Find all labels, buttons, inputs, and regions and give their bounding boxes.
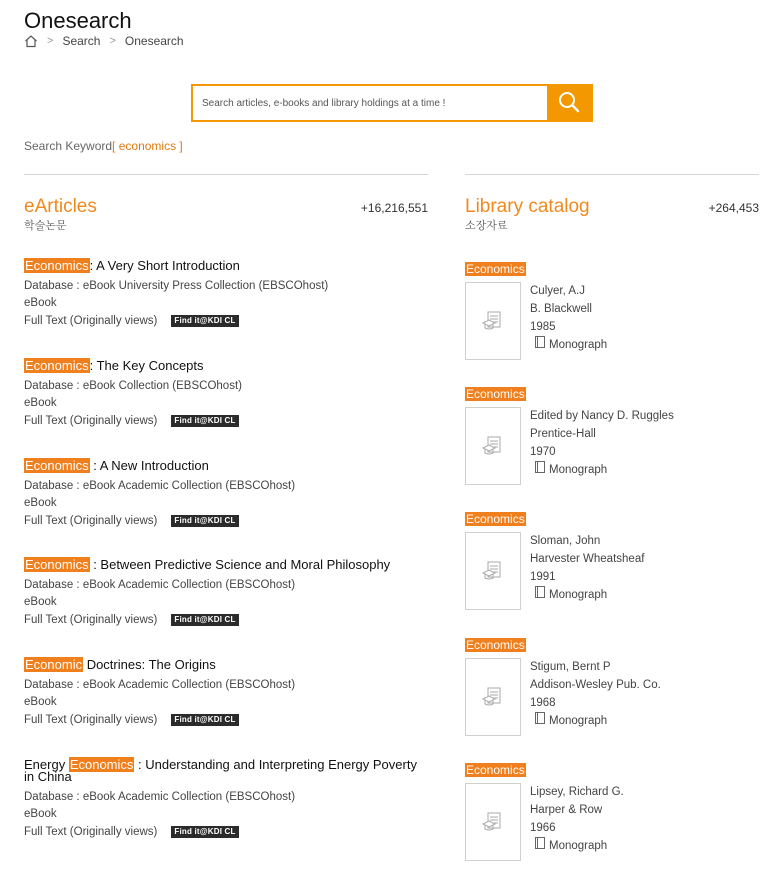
article-type: eBook: [24, 497, 57, 509]
book-author: Sloman, John: [530, 535, 601, 547]
article-type: eBook: [24, 696, 57, 708]
search-keyword-label: Search Keyword: [24, 139, 113, 153]
article-type: eBook: [24, 808, 57, 820]
book-publisher: Prentice-Hall: [530, 428, 596, 440]
findit-button[interactable]: Find it@KDI CL: [171, 714, 238, 726]
article-database: Database : eBook Academic Collection (EBSCOhost): [24, 791, 296, 803]
page-title: Onesearch: [24, 8, 132, 33]
book-author: Lipsey, Richard G.: [530, 786, 624, 798]
search-keyword: [24, 139, 183, 153]
fulltext-link[interactable]: Full Text (Originally views): [24, 614, 158, 626]
book-placeholder-icon: [481, 434, 505, 458]
findit-button[interactable]: Find it@KDI CL: [171, 415, 238, 427]
findit-button[interactable]: Find it@KDI CL: [171, 826, 238, 838]
article-database: Database : eBook Academic Collection (EBSCOhost): [24, 579, 296, 591]
book-author: Stigum, Bernt P: [530, 661, 611, 673]
search-keyword-value: [ economics ]: [112, 139, 183, 153]
fulltext-link[interactable]: Full Text (Originally views): [24, 415, 158, 427]
book-placeholder-icon: [481, 309, 505, 333]
fulltext-link[interactable]: Full Text (Originally views): [24, 515, 158, 527]
findit-button[interactable]: Find it@KDI CL: [171, 315, 238, 327]
book-author: Culyer, A.J: [530, 285, 585, 297]
search-button[interactable]: [547, 86, 591, 120]
book-title[interactable]: Economics: [466, 638, 525, 652]
article-item: [24, 759, 428, 838]
book-year: 1966: [530, 822, 556, 834]
article-type: eBook: [24, 297, 57, 309]
article-title[interactable]: Economics : Between Predictive Science and Moral Philosophy: [25, 557, 391, 572]
article-item: [24, 360, 428, 427]
book-format: Monograph: [549, 840, 608, 852]
catalog-item: [465, 385, 759, 485]
earticles-count[interactable]: +16,216,551: [360, 201, 428, 215]
book-cover[interactable]: [465, 282, 521, 360]
book-format-icon: [535, 461, 545, 479]
book-year: 1985: [530, 321, 556, 333]
article-title[interactable]: Economics: The Key Concepts: [25, 358, 204, 373]
home-icon[interactable]: [24, 34, 38, 48]
article-database: Database : eBook Academic Collection (EBSCOhost): [24, 480, 296, 492]
catalog-item: [465, 510, 759, 610]
article-item: [24, 260, 428, 327]
findit-button[interactable]: Find it@KDI CL: [171, 515, 238, 527]
book-title[interactable]: Economics: [466, 763, 525, 777]
catalog-subtitle: 소장자료: [465, 220, 508, 232]
article-title[interactable]: Economics: A Very Short Introduction: [25, 258, 240, 273]
article-type: eBook: [24, 596, 57, 608]
search-icon: [557, 90, 581, 117]
book-cover[interactable]: [465, 532, 521, 610]
fulltext-link[interactable]: Full Text (Originally views): [24, 826, 158, 838]
book-format: Monograph: [549, 589, 608, 601]
book-placeholder-icon: [481, 559, 505, 583]
earticles-title[interactable]: eArticles: [24, 196, 97, 217]
article-type: eBook: [24, 397, 57, 409]
book-format-icon: [535, 712, 545, 730]
book-year: 1991: [530, 571, 556, 583]
breadcrumb-search[interactable]: Search: [62, 34, 101, 48]
book-year: 1970: [530, 446, 556, 458]
article-database: Database : eBook University Press Collection (EBSCOhost): [24, 280, 329, 292]
book-cover[interactable]: [465, 658, 521, 736]
findit-button[interactable]: Find it@KDI CL: [171, 614, 238, 626]
book-year: 1968: [530, 697, 556, 709]
book-title[interactable]: Economics: [466, 512, 525, 526]
book-format: Monograph: [549, 464, 608, 476]
article-item: [24, 559, 428, 626]
chevron-right-icon: >: [109, 35, 116, 47]
fulltext-link[interactable]: Full Text (Originally views): [24, 315, 158, 327]
book-title[interactable]: Economics: [466, 262, 525, 276]
article-title[interactable]: Economic Doctrines: The Origins: [25, 657, 216, 672]
article-item: [24, 460, 428, 527]
book-format-icon: [535, 837, 545, 855]
article-database: Database : eBook Academic Collection (EBSCOhost): [24, 679, 296, 691]
book-author: Edited by Nancy D. Ruggles: [530, 410, 674, 422]
article-title[interactable]: Energy Economics : Understanding and Interpreting Energy Poverty in China: [24, 757, 417, 784]
book-cover[interactable]: [465, 783, 521, 861]
book-placeholder-icon: [481, 685, 505, 709]
catalog-item: [465, 761, 759, 861]
search-input[interactable]: [193, 86, 547, 120]
search-box: [191, 84, 593, 122]
book-format: Monograph: [549, 339, 608, 351]
article-item: [24, 659, 428, 726]
book-format-icon: [535, 336, 545, 354]
book-cover[interactable]: [465, 407, 521, 485]
catalog-title[interactable]: Library catalog: [465, 196, 590, 217]
earticles-section: [24, 174, 428, 864]
book-placeholder-icon: [481, 810, 505, 834]
breadcrumb: [24, 34, 184, 48]
catalog-item: [465, 260, 759, 360]
book-publisher: Harper & Row: [530, 804, 603, 816]
catalog-item: [465, 636, 759, 736]
book-format: Monograph: [549, 715, 608, 727]
library-catalog-section: [465, 174, 759, 864]
book-publisher: Addison-Wesley Pub. Co.: [530, 679, 661, 691]
catalog-count[interactable]: +264,453: [708, 201, 759, 215]
chevron-right-icon: >: [47, 35, 54, 47]
book-title[interactable]: Economics: [466, 387, 525, 401]
earticles-subtitle: 학술논문: [24, 220, 67, 232]
book-publisher: B. Blackwell: [530, 303, 592, 315]
breadcrumb-onesearch[interactable]: Onesearch: [124, 34, 184, 48]
book-format-icon: [535, 586, 545, 604]
article-database: Database : eBook Collection (EBSCOhost): [24, 380, 242, 392]
article-title[interactable]: Economics : A New Introduction: [25, 458, 209, 473]
fulltext-link[interactable]: Full Text (Originally views): [24, 714, 158, 726]
book-publisher: Harvester Wheatsheaf: [530, 553, 645, 565]
